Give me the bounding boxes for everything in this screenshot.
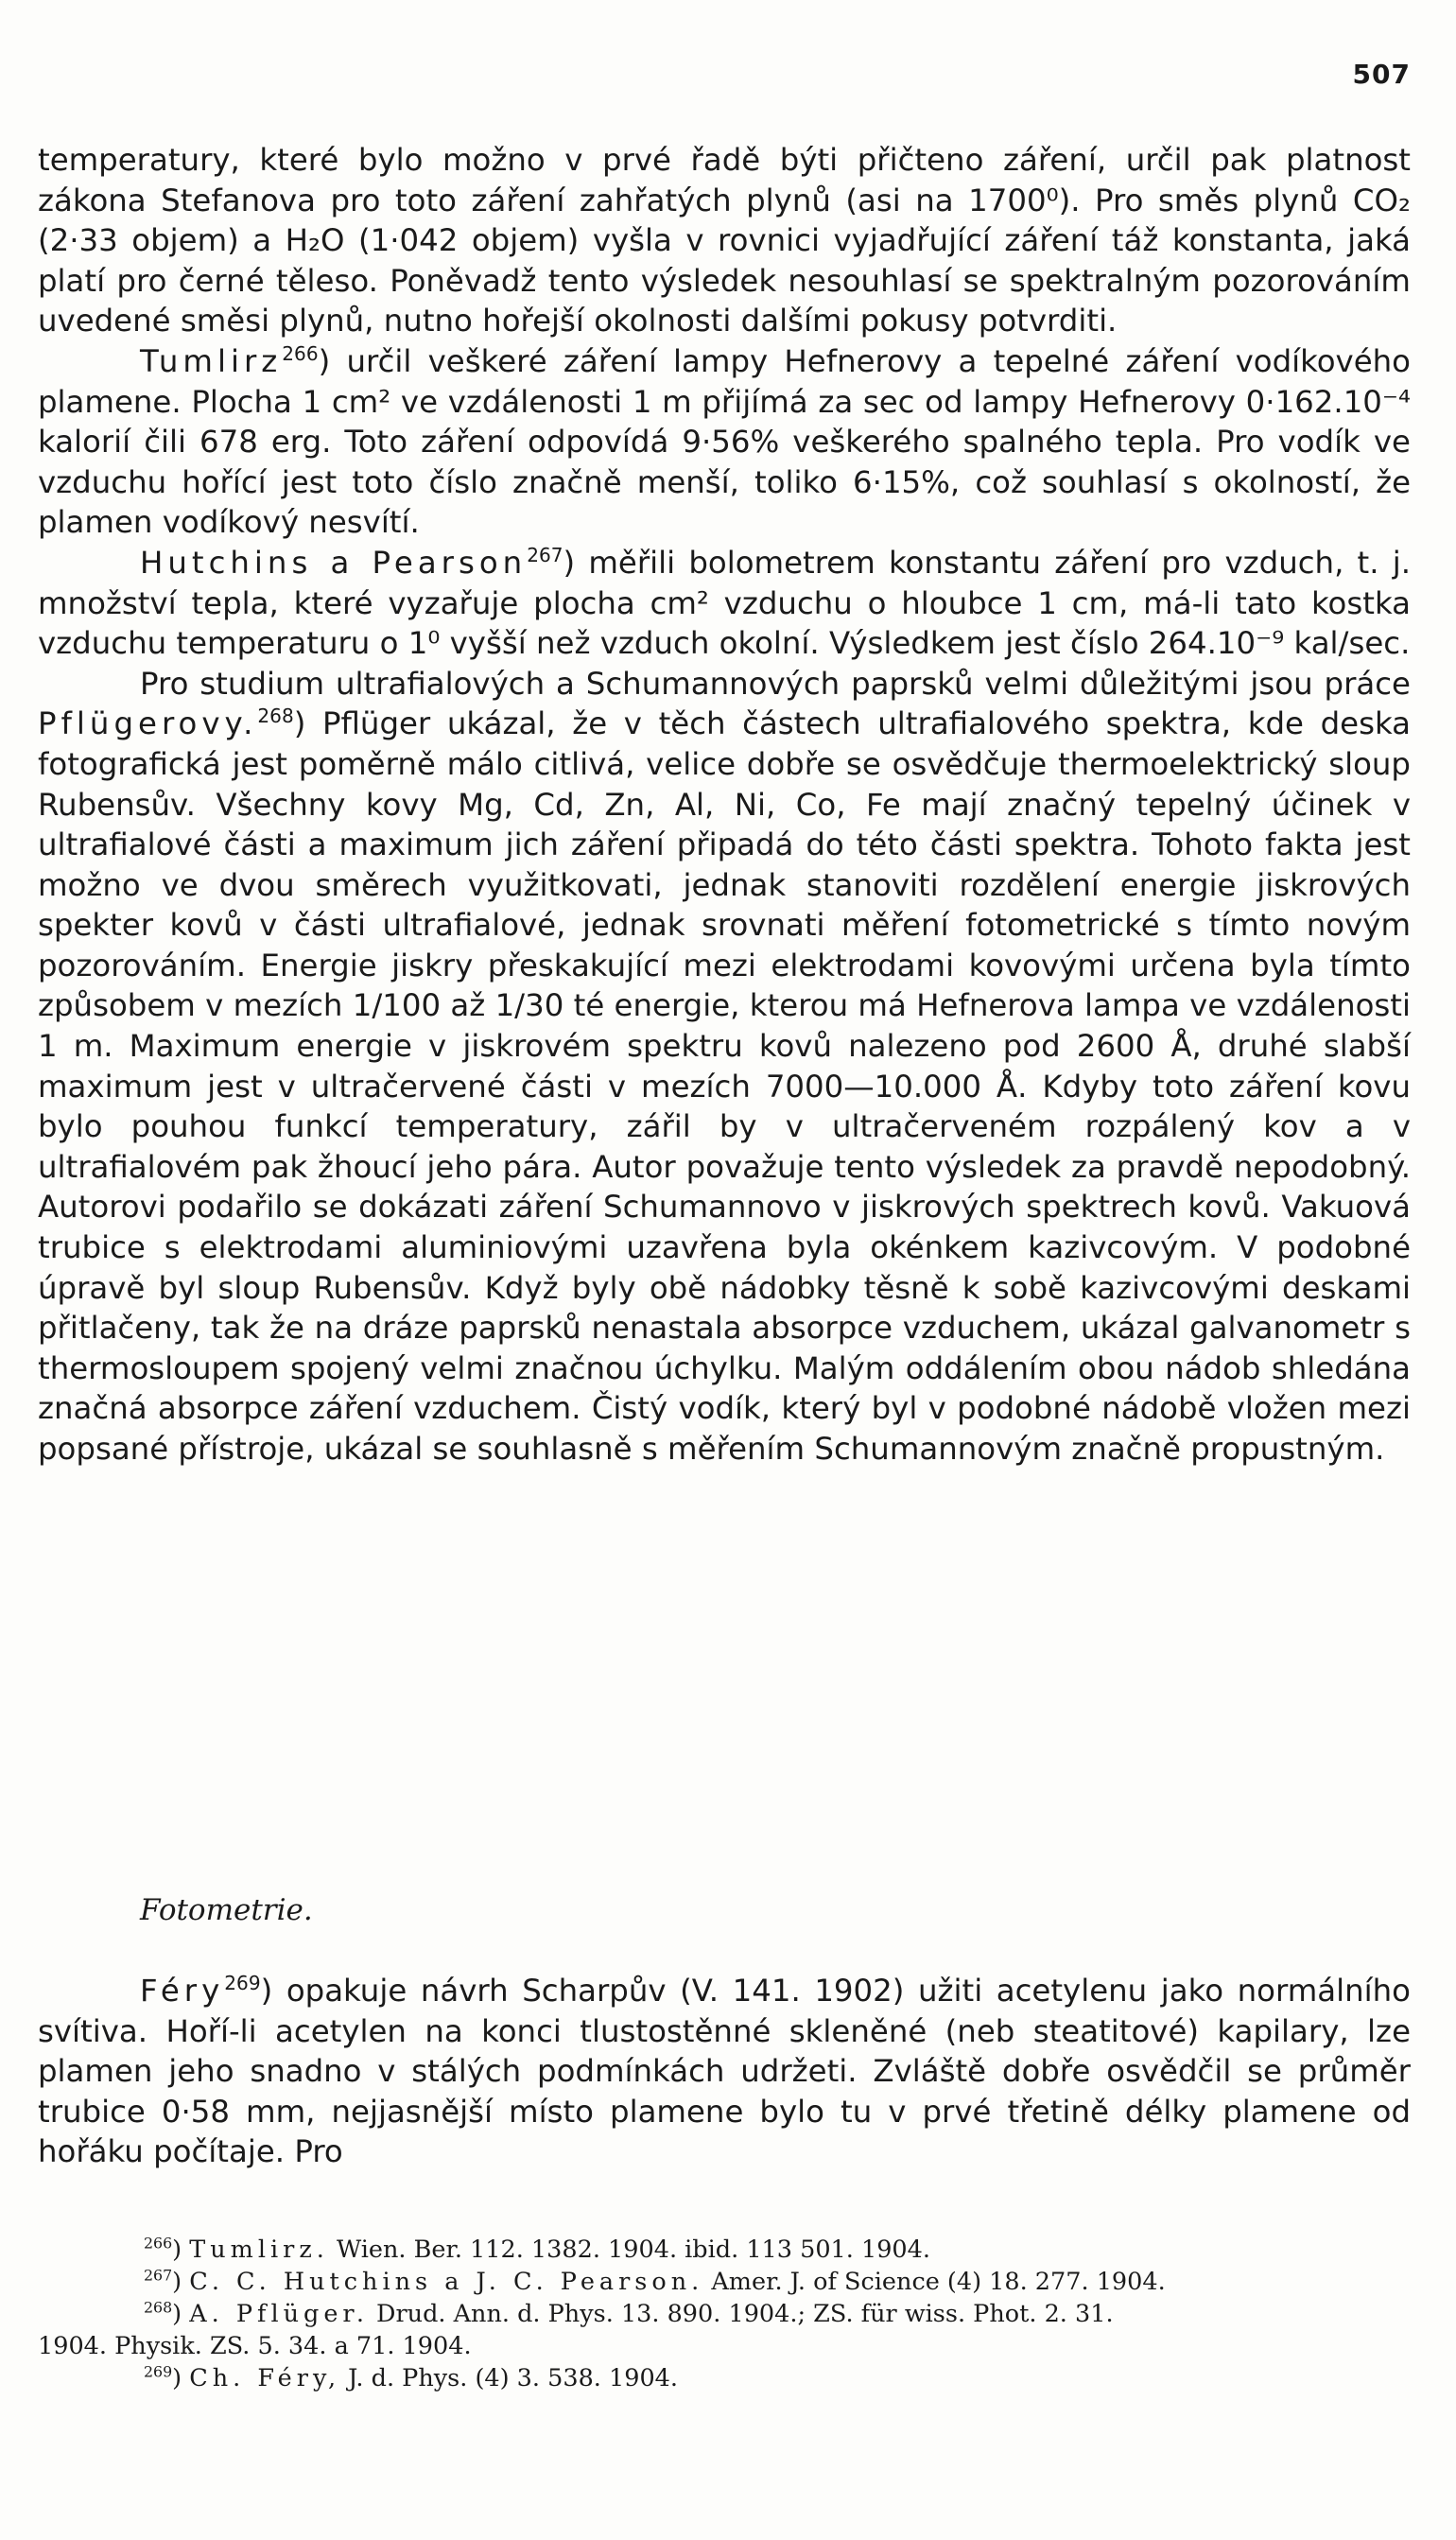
footnote: $^{267}$) C. C. Hutchins a J. C. Pearson. Amer. J. of Science (4) 18. 277. 1904.	[144, 2266, 1166, 2296]
footnote-text: Drud. Ann. d. Phys. 13. 890. 1904.; ZS. für wiss. Phot. 2. 31.	[368, 2300, 1114, 2328]
footnote-author: Tumlirz.	[189, 2236, 329, 2264]
footnote: $^{268}$) A. Pflüger. Drud. Ann. d. Phys. 13. 890. 1904.; ZS. für wiss. Phot. 2. 31.	[144, 2298, 1114, 2328]
paragraph-text: ) měřili bolometrem konstantu záření pro vzduch, t. j. množství tepla, které vyzařuje plocha cm² vzduchu o hloubce 1 cm, má-li tato kostka vzduchu temperaturu o 1⁰ vyšší než vzduch okolní. Výsledkem jest číslo 264.10⁻⁹ kal/sec.	[38, 544, 1412, 662]
footnote-ref: 266	[282, 342, 319, 366]
paragraph	[38, 543, 1411, 664]
paragraph	[38, 341, 1411, 543]
footnote-text: J. d. Phys. (4) 3. 538. 1904.	[340, 2364, 679, 2392]
footnote-continuation	[38, 2330, 1411, 2362]
author-name: Pflügerovy.	[38, 705, 258, 742]
paragraph-intro: Pro studium ultrafialových a Schumannových paprsků velmi důležitými jsou práce	[140, 665, 1411, 702]
footnote-author: C. C. Hutchins a J. C. Pearson.	[189, 2268, 704, 2296]
paragraph	[38, 1971, 1411, 2172]
paragraph-text: ) určil veškeré záření lampy Hefnerovy a tepelné záření vodíkového plamene. Plocha 1 cm² ve vzdálenosti 1 m přijímá za sec od lampy Hefnerovy 0·162.10⁻⁴ kalorií čili 678 erg. Toto záření odpovídá 9·56% veškerého spalného tepla. Pro vodík ve vzduchu hořící jest toto číslo značně menší, toliko 6·15%, což souhlasí s okolností, že plamen vodíkový nesvítí.	[38, 342, 1411, 541]
footnotes	[38, 2234, 1411, 2394]
footnote-number: 269	[144, 2362, 173, 2381]
footnote-text: 1904. Physik. ZS. 5. 34. a 71. 1904.	[38, 2332, 472, 2360]
paragraph	[38, 664, 1411, 1470]
section-title: Fotometrie.	[140, 1893, 313, 1927]
footnote-number: 266	[144, 2234, 173, 2253]
main-text-continued	[38, 1971, 1411, 2172]
paragraph-text: ) opakuje návrh Scharpův (V. 141. 1902) užiti acetylenu jako normálního svítiva. Hoří-li acetylen na konci tlustostěnné skleněné (neb steatitové) kapilary, lze plamen jeho snadno v stálých podmínkách udržeti. Zvláště dobře osvědčil se průměr trubice 0·58 mm, nejjasnější místo plamene bylo tu v prvé třetině délky plamene od hořáku počítaje. Pro	[38, 1973, 1411, 2170]
footnote-text: Amer. J. of Science (4) 18. 277. 1904.	[703, 2268, 1166, 2296]
footnote: $^{269}$) Ch. Féry, J. d. Phys. (4) 3. 538. 1904.	[144, 2362, 679, 2392]
page-number: 507	[1352, 59, 1411, 90]
footnote-ref: 269	[224, 1972, 261, 1995]
footnote-ref: 268	[257, 705, 294, 728]
author-name: Féry	[140, 1973, 225, 2009]
footnote-author: A. Pflüger.	[189, 2300, 369, 2328]
footnote-ref: 267	[527, 544, 563, 567]
footnote-text: Wien. Ber. 112. 1382. 1904. ibid. 113 501. 1904.	[328, 2236, 930, 2264]
author-name: Hutchins a Pearson	[140, 544, 528, 581]
main-text	[38, 140, 1411, 1470]
author-name: Tumlirz	[140, 342, 283, 379]
footnote-number: 268	[144, 2298, 173, 2317]
paragraph-text: ) Pflüger ukázal, že v těch částech ultrafialového spektra, kde deska fotografická jest poměrně málo citlivá, velice dobře se osvědčuje thermoelektrický sloup Rubensův. Všechny kovy Mg, Cd, Zn, Al, Ni, Co, Fe mají značný tepelný účinek v ultrafialové části a maximum jich záření připadá do této části spektra. Tohoto fakta jest možno ve dvou směrech využitkovati, jednak stanoviti rozdělení energie jiskrových spekter kovů v části ultrafialové, jednak srovnati měření fotometrické s tímto novým pozorováním. Energie jiskry přeskakující mezi elektrodami kovovými určena byla tímto způsobem v mezích 1/100 až 1/30 té energie, kterou má Hefnerova lampa ve vzdálenosti 1 m. Maximum energie v jiskrovém spektru kovů nalezeno pod 2600 Å, druhé slabší maximum jest v ultračervené části v mezích 7000—10.000 Å. Kdyby toto záření kovu bylo pouhou funkcí temperatury, zářil by v ultračerveném rozpálený kov a v ultrafialovém pak žhoucí jeho pára. Autor považuje tento výsledek za pravdě nepodobný. Autorovi podařilo se dokázati záření Schumannovo v jiskrových spektrech kovů. Vakuová trubice s elektrodami aluminiovými uzavřena byla okénkem kazivcovým. V podobné úpravě byl sloup Rubensův. Když byly obě nádobky těsně k sobě kazivcovými deskami přitlačeny, tak že na dráze paprsků nenastala absorpce vzduchem, ukázal galvanometr s thermosloupem spojený velmi značnou úchylku. Malým oddálením obou nádob shledána značná absorpce záření vzduchem. Čistý vodík, který byl v podobné nádobě vložen mezi popsané přístroje, ukázal se souhlasně s měřením Schumannovým značně propustným.	[38, 705, 1411, 1467]
paragraph: temperatury, které bylo možno v prvé řadě býti přičteno záření, určil pak platnost zákona Stefanova pro toto záření zahřatých plynů (asi na 1700⁰). Pro směs plynů CO₂ (2·33 objem) a H₂O (1·042 objem) vyšla v rovnici vyjadřující záření táž konstanta, jaká platí pro černé těleso. Poněvadž tento výsledek nesouhlasí se spektralným pozorováním uvedené směsi plynů, nutno hořejší okolnosti dalšími pokusy potvrditi.	[38, 142, 1411, 339]
footnote-number: 267	[144, 2266, 173, 2285]
footnote: $^{266}$) Tumlirz. Wien. Ber. 112. 1382. 1904. ibid. 113 501. 1904.	[144, 2234, 930, 2264]
footnote-author: Ch. Féry,	[189, 2364, 341, 2392]
